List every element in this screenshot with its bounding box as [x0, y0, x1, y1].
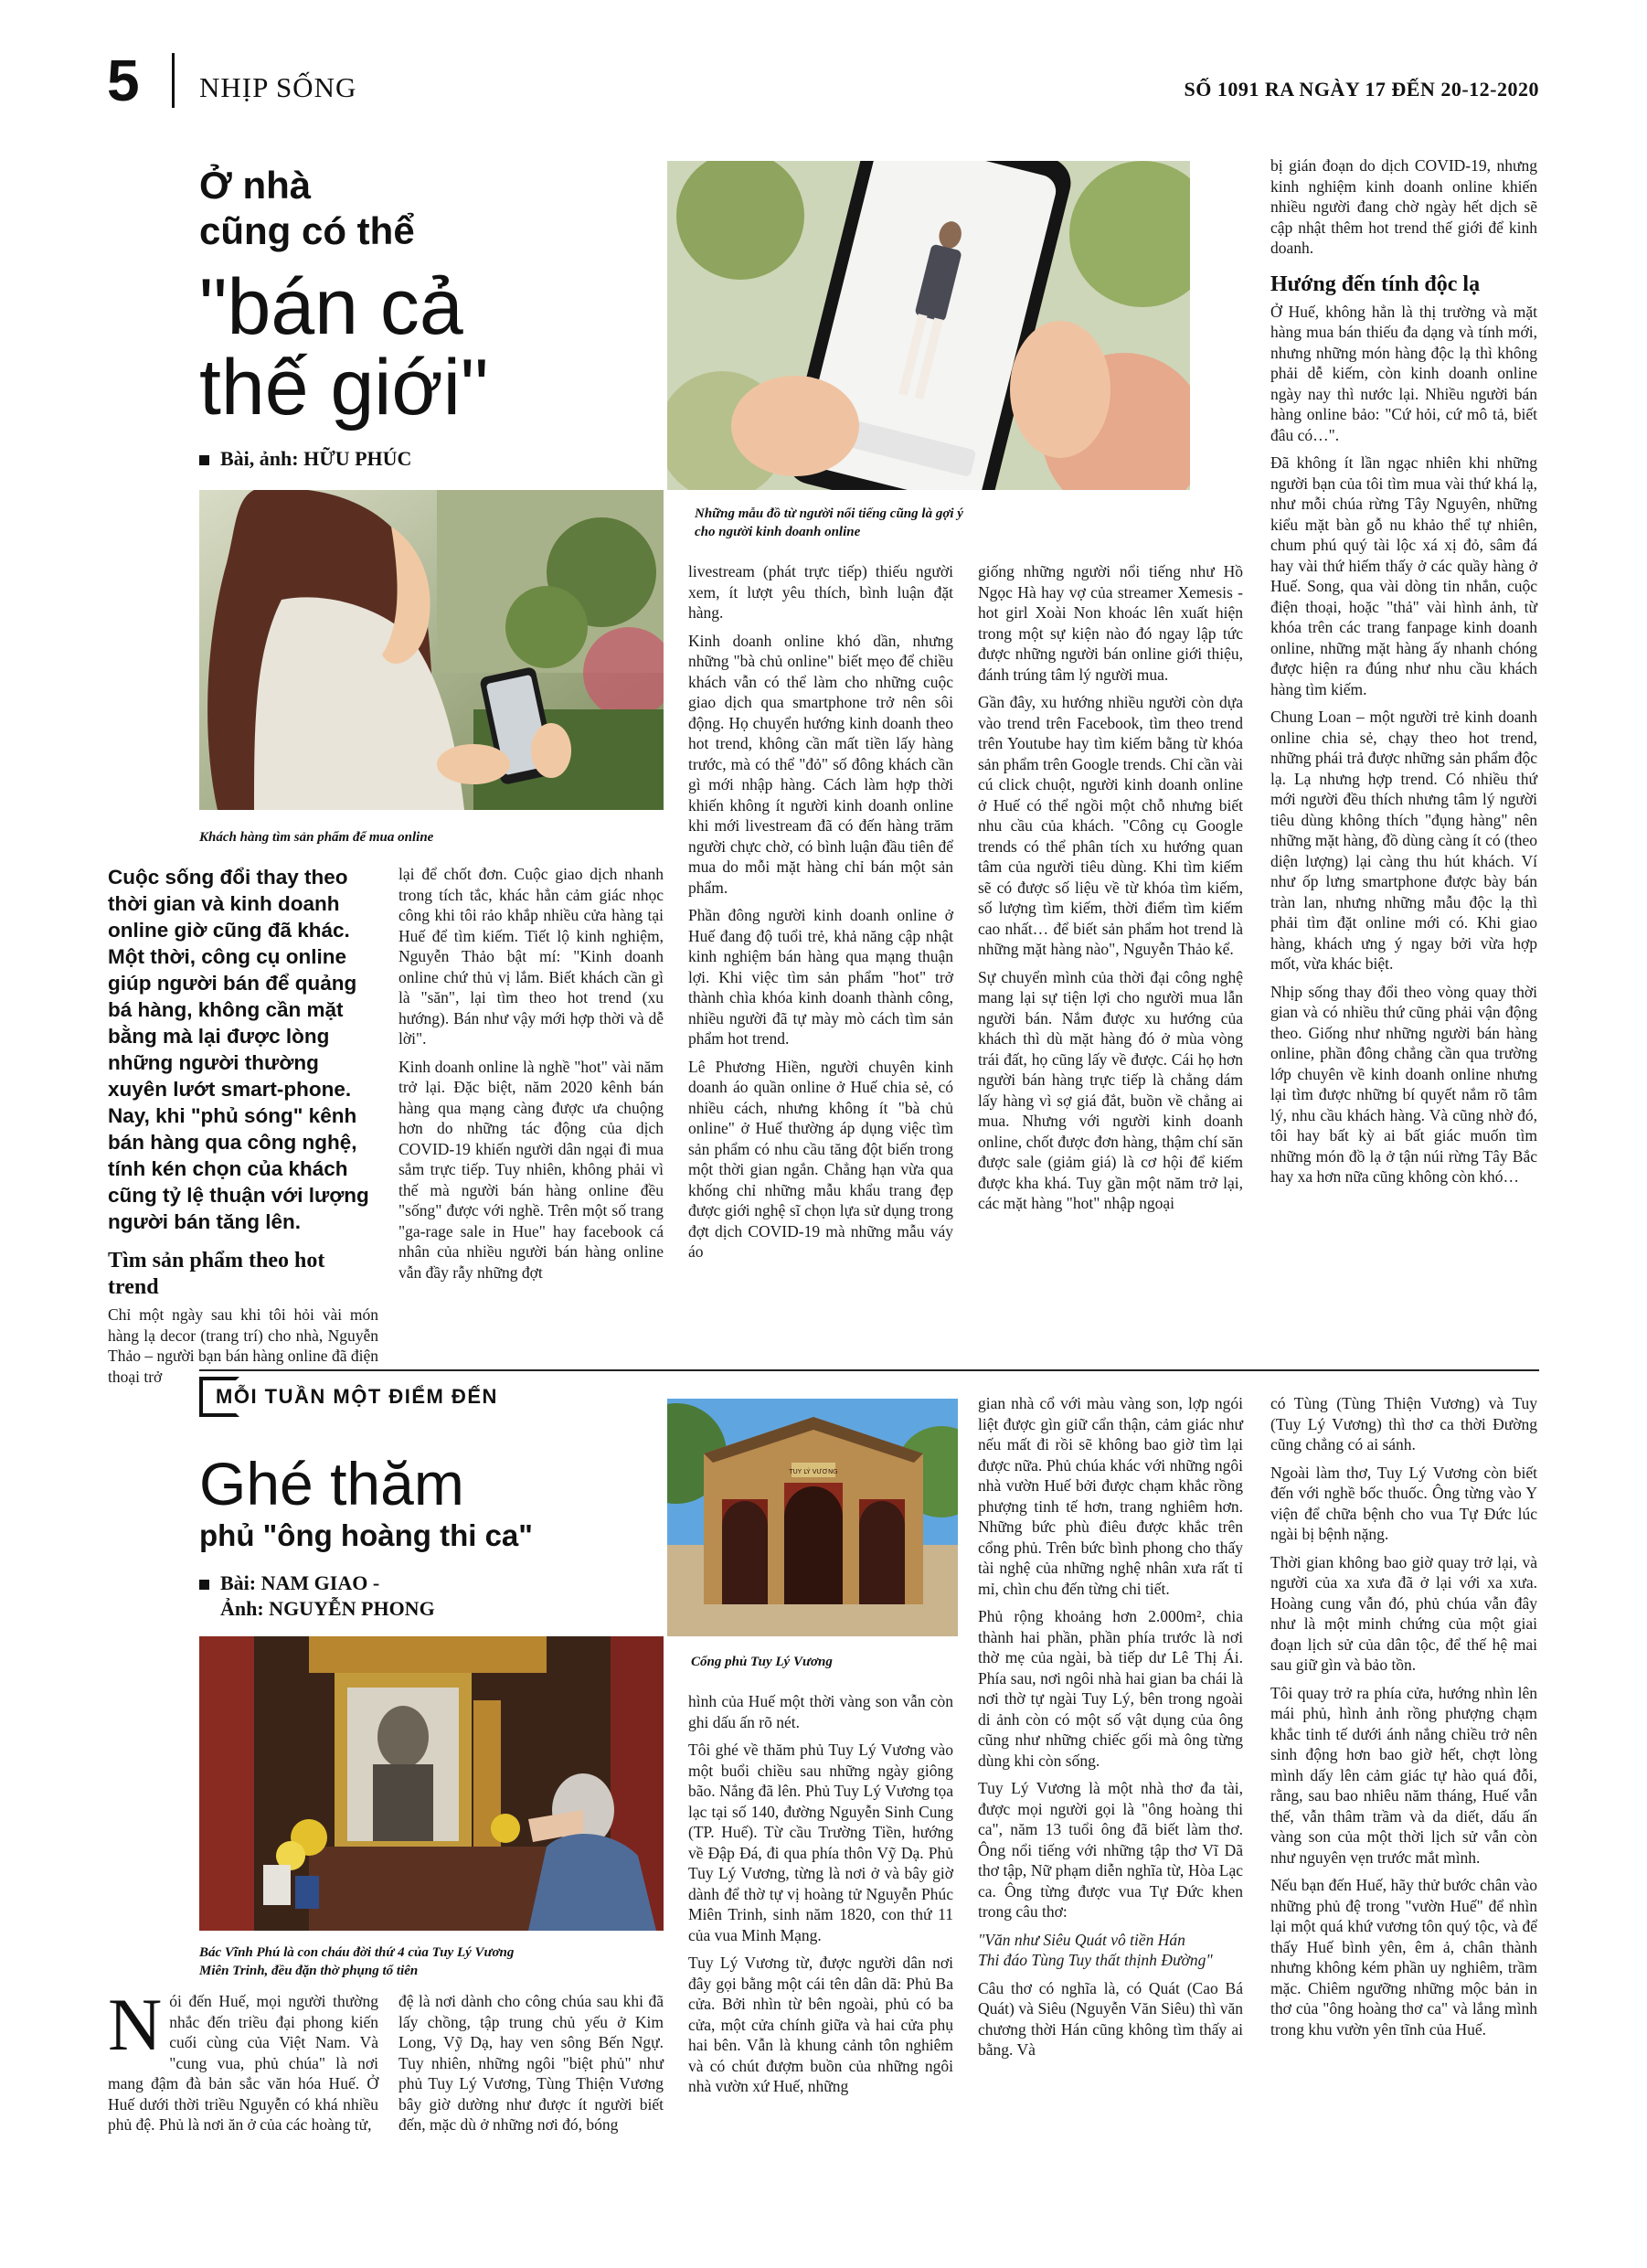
article1-column-5 [1270, 155, 1537, 1195]
article2-col3-p2: Tôi ghé về thăm phủ Tuy Lý Vương vào một buổi chiều sau những ngày giông bão. Nắng đã lên. Phủ Tuy Lý Vương tọa lạc tại số 140, đường Nguyễn Sinh Cung (TP. Huế). Từ cầu Trường Tiền, hướng về Đập Đá, đi qua phía thôn Vỹ Dạ. Phủ Tuy Lý Vương, từng là nơi ở và bây giờ dành để thờ tự vị hoàng tử Nguyễn Phúc Miên Trinh, sinh năm 1820, con thứ 11 của vua Minh Mạng. [688, 1741, 953, 1944]
article1-col2-p2: Kinh doanh online là nghề "hot" vài năm trở lại. Đặc biệt, năm 2020 kênh bán hàng qua mạng càng được ưa chuộng hơn do những tác động của dịch COVID-19 khiến người dân ngại đi mua sắm trực tiếp. Tuy nhiên, không phải vì thế mà người bán hàng online đều "sống" được với nghề. Trên một số trang "ga-rage sale in Hue" hay facebook cá nhân của nhiều người bán hàng online vẫn đầy rẫy những đợt [398, 1057, 664, 1282]
article1-col3-p1: livestream (phát trực tiếp) thiếu người xem, ít lượt yêu thích, bình luận đặt hàng. [688, 562, 953, 622]
article2-col5-p3: Thời gian không bao giờ quay trở lại, và người của xa xưa đã ở lại với xa xưa. Hoàng cung vẫn đó, phủ chúa vẫn đây như là một minh chứng của một giai đoạn lịch sử của dân tộc, để thế hệ mai sau giữ gìn và bảo tồn. [1270, 1552, 1537, 1674]
article1-col3-p4: Lê Phương Hiền, người chuyên kinh doanh áo quần online ở Huế chia sẻ, có nhiều cách, nhưng không ít "bà chủ online" ở Huế thường áp dụng việc tìm sản phẩm có nhu cầu tăng đột biến trong một thời gian ngắn. Chẳng hạn vừa qua khống chỉ những mẫu khẩu trang đẹp được giới nghệ sĩ chọn lựa sử dụng trong đợt dịch COVID-19 mà những mẫu váy áo [688, 1057, 953, 1261]
article2-col4-p2: Phủ rộng khoảng hơn 2.000m², chia thành hai phần, phần phía trước là nơi thờ mẹ của ngài, bà tiếp dư Lê Thị Ái. Phía sau, nơi ngôi nhà hai gian ba chái là nơi thờ tự ngài Tuy Lý, bên trong ngoài di ảnh còn có một số vật dụng của ông cũng như những chiếc gối mà ông từng dùng khi còn sống. [978, 1607, 1243, 1770]
byline-square-icon [199, 455, 209, 465]
altar-image [199, 1636, 664, 1931]
section-name: NHỊP SỐNG [199, 71, 357, 103]
article1-col4-p2: Gần đây, xu hướng nhiều người còn dựa vào trend trên Facebook, tìm theo trend trên Youtube hay tìm kiếm bằng từ khóa sản phẩm trên Google trends. Chỉ cần vài cú click chuột, người kinh doanh online ở Huế có thể ngồi một chỗ nhưng biết nhu cầu của khách. "Công cụ Google trends có thể phân tích xu hướng quan tâm của người tiêu dùng. Khi tìm kiếm sẽ có được số liệu về từ khóa tìm kiếm, số lượng tìm kiếm, thời điểm tìm kiếm cao nhất… để biết sản phẩm hot trend là những mặt hàng nào", Nguyễn Thảo kể. [978, 693, 1243, 958]
gate-sign-text: TUY LÝ VƯƠNG [789, 1468, 838, 1475]
article2-poem-line2: Thi đáo Tùng Tuy thất thịnh Đường" [978, 1951, 1213, 1969]
article2-poem [978, 1930, 1243, 1971]
article1-column-3 [688, 561, 953, 1270]
article2-col5-p2: Ngoài làm thơ, Tuy Lý Vương còn biết đến với nghề bốc thuốc. Ông từng vào Y viện để chữa bệnh cho vua Tự Đức lúc ngài bị bệnh nặng. [1270, 1463, 1537, 1543]
article1-col5-p4: Chung Loan – một người trẻ kinh doanh online chia sẻ, chạy theo hot trend, những phái trả được những sản phẩm độc lạ. Lạ nhưng hợp trend. Có nhiều thứ mới người đều thích nhưng tâm lý người tiêu dùng không thích "đụng hàng" nên những mặt hàng, đồ dùng càng ít có (theo diện lượng) lại càng thu hút khách. Ví như ốp lưng smartphone được bày bán tràn lan, nhưng những mẫu độc lạ thì phải tìm đặt online mới có. Khi giao hàng, khách ưng ý ngay bởi vừa hợp mốt, vừa khác biệt. [1270, 708, 1537, 973]
dropcap-letter: N [108, 1983, 163, 2066]
article1-title-large [199, 263, 656, 431]
article2-byline: Bài: NAM GIAO - Ảnh: NGUYỄN PHONG [199, 1571, 656, 1622]
article1-title-line2: cũng có thể [199, 209, 415, 252]
phone-model-image [667, 161, 1190, 490]
article2-column-5 [1270, 1393, 1537, 2047]
article1-title-line4: thế giới" [199, 344, 489, 431]
article1-subhead-2: Hướng đến tính độc lạ [1270, 272, 1481, 296]
article2-photo1-caption [199, 1943, 664, 1980]
article1-column-1 [108, 864, 378, 1394]
page-number: 5 [107, 48, 140, 113]
byline-square-icon [199, 1580, 209, 1590]
article1-photo2-caption [695, 505, 1188, 541]
article1-column-4 [978, 561, 1243, 1221]
feature-label: MỖI TUẦN MỘT ĐIỂM ĐẾN [216, 1385, 498, 1408]
article2-col1-p1: ói đến Huế, mọi người thường nhắc đến triều đại phong kiến cuối cùng của Việt Nam. Và "cung vua, phủ chúa" là nơi mang đậm đà bản sắc văn hóa Huế. Ở Huế dưới thời triều Nguyễn có khá nhiều phủ đệ. Phủ là nơi ăn ở của các hoàng tử, [108, 1992, 378, 2134]
article1-photo-phone [667, 161, 1190, 490]
article2-photo-gate [667, 1399, 958, 1636]
article2-poem-line1: "Văn như Siêu Quát vô tiền Hán [978, 1930, 1185, 1949]
article1-lead: Cuộc sống đổi thay theo thời gian và kinh doanh online giờ cũng đã khác. Một thời, công cụ online giúp người bán để quảng bá hàng, không cần mặt bằng mà lại được lòng những người thường xuyên lướt smart-phone. Nay, khi "phủ sóng" kênh bán hàng qua công nghệ, tính kén chọn của khách cũng tỷ lệ thuận với lượng người bán tăng lên. [108, 866, 369, 1233]
article2-photo-altar [199, 1636, 664, 1931]
article2-col4-p3: Tuy Lý Vương là một nhà thơ đa tài, được mọi người gọi là "ông hoàng thi ca", năm 13 tuổi ông đã biết làm thơ. Ông nổi tiếng với những tập thơ Vĩ Dã thơ tập, Nữ phạm diễn nghĩa từ, Hòa Lạc ca. Ông từng được vua Tự Đức khen trong câu thơ: [978, 1779, 1243, 1921]
woman-phone-image [199, 490, 664, 810]
article2-column-3 [688, 1691, 953, 2104]
article1-col3-p3: Phần đông người kinh doanh online ở Huế đang độ tuổi trẻ, khả năng cập nhật kinh nghiệm bán hàng qua mạng thuận lợi. Khi việc tìm sản phẩm "hot" trở thành chìa khóa kinh doanh thành công, nhiều người đã tự mày mò cách tìm sản phẩm hot trend. [688, 906, 953, 1048]
article2-col4-p4: Câu thơ có nghĩa là, có Quát (Cao Bá Quát) và Siêu (Nguyễn Văn Siêu) thì văn chương thời Hán cũng không tìm thấy ai bằng. Và [978, 1978, 1243, 2059]
article2-column-4 [978, 1393, 1243, 2068]
article1-photo2-caption-line2: cho người kinh doanh online [695, 525, 861, 539]
article1-col2-p1: lại để chốt đơn. Cuộc giao dịch nhanh trong tích tắc, khác hẳn cảm giác nhọc công khi tôi rảo khắp nhiều cửa hàng tại Huế để tìm kiếm. Tiết lộ kinh nghiệm, Nguyễn Thảo bật mí: "Kinh doanh online chứ thủ vị lắm. Biết khách cần gì là "săn", lại tìm theo hot trend (xu hướng). Bán như vậy mới hợp thời và dễ lời". [398, 865, 664, 1048]
article1-photo1-caption: Khách hàng tìm sản phẩm để mua online [199, 830, 434, 845]
article1-col5-p5: Nhịp sống thay đổi theo vòng quay thời gian và có nhiều thứ cũng phải vận động theo. Giống như những người bán hàng online, phần đông chẳng cần qua trường lớp chuyên về kinh doanh online nhưng lại tìm được những bí quyết nắm rõ tâm lý, nhu cầu khách hàng. Và cũng nhờ đó, tôi hay bất kỳ ai bất giác muốn tìm những món đồ lạ ở tận núi rừng Tây Bắc hay xa hơn nữa cũng không còn khó… [1270, 982, 1537, 1186]
article1-col5-p1: bị gián đoạn do dịch COVID-19, nhưng kinh nghiệm kinh doanh online khiến nhiều người đang chờ ngày hết dịch sẽ cập nhật thêm hot trend thế giới để kinh doanh. [1270, 156, 1537, 257]
issue-info: SỐ 1091 RA NGÀY 17 ĐẾN 20-12-2020 [1184, 78, 1539, 101]
article2-photo2-caption: Cổng phủ Tuy Lý Vương [691, 1655, 833, 1669]
article1-photo2-caption-line1: Những mẫu đồ từ người nổi tiếng cũng là gợi ý [695, 506, 963, 521]
article1-title-line3: "bán cả [199, 263, 463, 351]
article1-title-small [199, 163, 656, 254]
article1-photo-woman [199, 490, 664, 810]
article1-col3-p2: Kinh doanh online khó dần, nhưng những "bà chủ online" biết mẹo để chiều khách vẫn có thể làm cho những cuộc giao dịch qua smartphone trở nên sôi động. Họ chuyển hướng kinh doanh theo hot trend, không cần mất tiền lấy hàng trước, mà có thể "đỏ" số đông khách cần gì mới nhập hàng. Cách làm hợp thời khiến không ít người kinh doanh online khi mới livestream đã có đến hàng trăm người chực chờ, có bình luận đầu tiên để mua do mỗi mặt hàng chỉ bán một sản phẩm. [688, 631, 953, 897]
article2-photo1-caption-line2: Miên Trinh, đều đặn thờ phụng tổ tiên [199, 1964, 419, 1978]
article2-subtitle: phủ "ông hoàng thi ca" [199, 1518, 533, 1552]
article2-col5-p5: Nếu bạn đến Huế, hãy thử bước chân vào những phủ đệ trong "vườn Huế" để nhìn lại một quá khứ vương tôn quý tộc, và để thấy Huế bình yên, êm ả, chân thành nhưng không kém phần uy nghiêm, trầm mặc. Chiêm ngưỡng những mộc bản in thơ của "ông hoàng thơ ca" và lắng mình trong khu vườn yên tĩnh của Huế. [1270, 1876, 1537, 2039]
article1-col4-p3: Sự chuyển mình của thời đại công nghệ mang lại sự tiện lợi cho người mua lẫn người bán. Nắm được xu hướng của khách thì dù mặt hàng đó ở mùa vòng trái đất, họ cũng lấy về được. Cái họ hơn người bán hàng trực tiếp là chẳng dám lấy hàng vì sợ giá đắt, buồn về chẳng ai mua. Nhưng với người kinh doanh online, chốt được đơn hàng, thậm chí săn được sale (giảm giá) là cơ hội để kiếm được kha khá. Tuy gần một năm trở lại, các mặt hàng "hot" nhập ngoại [978, 967, 1243, 1212]
article2-col4-p1: gian nhà cổ với màu vàng son, lợp ngói liệt được gìn giữ cẩn thận, cảm giác như nếu mất đi rồi sẽ không bao giờ tìm lại được nữa. Phủ chúa khác với những ngôi nhà vườn Huế bởi được chạm khắc rồng phượng tinh tế hơn, trang nghiêm hơn. Những bức phù điêu được khắc trên cổng phủ. Trên bức bình phong cho thấy tài nghệ của những nghệ nhân xưa rất tỉ mỉ, chìn chu đến từng chi tiết. [978, 1394, 1243, 1598]
gate-image [667, 1399, 958, 1636]
article1-col1-p1: Chỉ một ngày sau khi tôi hỏi vài món hàng lạ decor (trang trí) cho nhà, Nguyễn Thảo – người bạn bán hàng online đã điện thoại trở [108, 1305, 378, 1386]
article2-col5-p4: Tôi quay trở ra phía cửa, hướng nhìn lên mái phủ, hình ảnh rồng phượng chạm khắc tinh tế dưới ánh nắng chiều trở nên sinh động hơn bao giờ hết, chợt lòng mình dấy lên cảm giác tự hào quá đỗi, rằng, sau bao nhiêu năm tháng, Huế vẫn thế, vẫn thâm trầm và da diết, dấu ấn vàng son của một thời lịch sử vẫn còn như nguyên vẹn trước mắt mình. [1270, 1683, 1537, 1867]
article1-col5-p3: Đã không ít lần ngạc nhiên khi những người bạn của tôi tìm mua vài thứ khá lạ, như mỗi chúa rừng Tây Nguyên, những kiểu mặt bàn gỗ nu khảo thể tự nhiên, chum phú quý tài lộc xá xị đỏ, sâm đá hay vài thứ hiếm thấy ở các quầy hàng ở Huế. Song, qua vài dòng tin nhắn, cuộc điện thoại, hoặc "thả" vài hình ảnh, từ khóa trên các trang fanpage kinh doanh online, những mặt hàng ấy nhanh chóng được hiện ra đúng như nhu cầu khách hàng tìm kiếm. [1270, 453, 1537, 698]
header-divider [172, 53, 175, 108]
article2-photo1-caption-line1: Bác Vĩnh Phú là con cháu đời thứ 4 của Tuy Lý Vương [199, 1945, 515, 1960]
section-divider [199, 1369, 1539, 1371]
article2-col2-p1: đệ là nơi dành cho công chúa sau khi đã lấy chồng, tập trung chủ yếu ở Kim Long, Vỹ Dạ, hay ven sông Bến Ngự. Tuy nhiên, những ngôi "biệt phủ" như phủ Tuy Lý Vương, Tùng Thiện Vương bây giờ dường như được ít người biết đến, mặc dù ở những nơi đó, bóng [398, 1992, 664, 2134]
article2-column-1 [108, 1983, 378, 2143]
article2-title: Ghé thăm [199, 1450, 464, 1517]
article1-subhead-1: Tìm sản phẩm theo hot trend [108, 1249, 325, 1299]
article1-col5-p2: Ở Huế, không hẳn là thị trường và mặt hàng mua bán thiếu đa dạng và tính mới, nhưng những món hàng độc lạ thì không phải dễ kiếm, còn kinh doanh online ngày nay thì nước lại. Nhiều người bán hàng online bảo: "Cứ hỏi, cứ mô tả, biết đâu có…". [1270, 302, 1537, 444]
article2-col3-p3: Tuy Lý Vương từ, được người dân nơi đây gọi bằng một cái tên dân dã: Phủ Ba cửa. Bởi nhìn từ bên ngoài, phủ có ba cửa, một cửa chính giữa và hai cửa phụ hai bên. Vẫn là khung cảnh tôn nghiêm và có chút đượm buồn của những ngôi nhà vườn xứ Huế, những [688, 1954, 953, 2095]
article2-col5-p1: có Tùng (Tùng Thiện Vương) và Tuy (Tuy Lý Vương) thì thơ ca thời Đường cũng chẳng có ai sánh. [1270, 1394, 1537, 1453]
article1-title-line1: Ở nhà [199, 164, 312, 207]
article1-column-2 [398, 864, 664, 1290]
article1-byline: Bài, ảnh: HỮU PHÚC [199, 446, 411, 472]
article2-column-2 [398, 1991, 664, 2143]
article2-col3-p1: hình của Huế một thời vàng son vẫn còn ghi dấu ấn rõ nét. [688, 1692, 953, 1731]
article1-col4-p1: giống những người nổi tiếng như Hồ Ngọc Hà hay vợ của streamer Xemesis - hot girl Xoài Non khoác lên xuất hiện trong một sự kiện nào đó ngay lập tức được những người bán online giới thiệu, đánh trúng tâm lý người mua. [978, 562, 1243, 684]
